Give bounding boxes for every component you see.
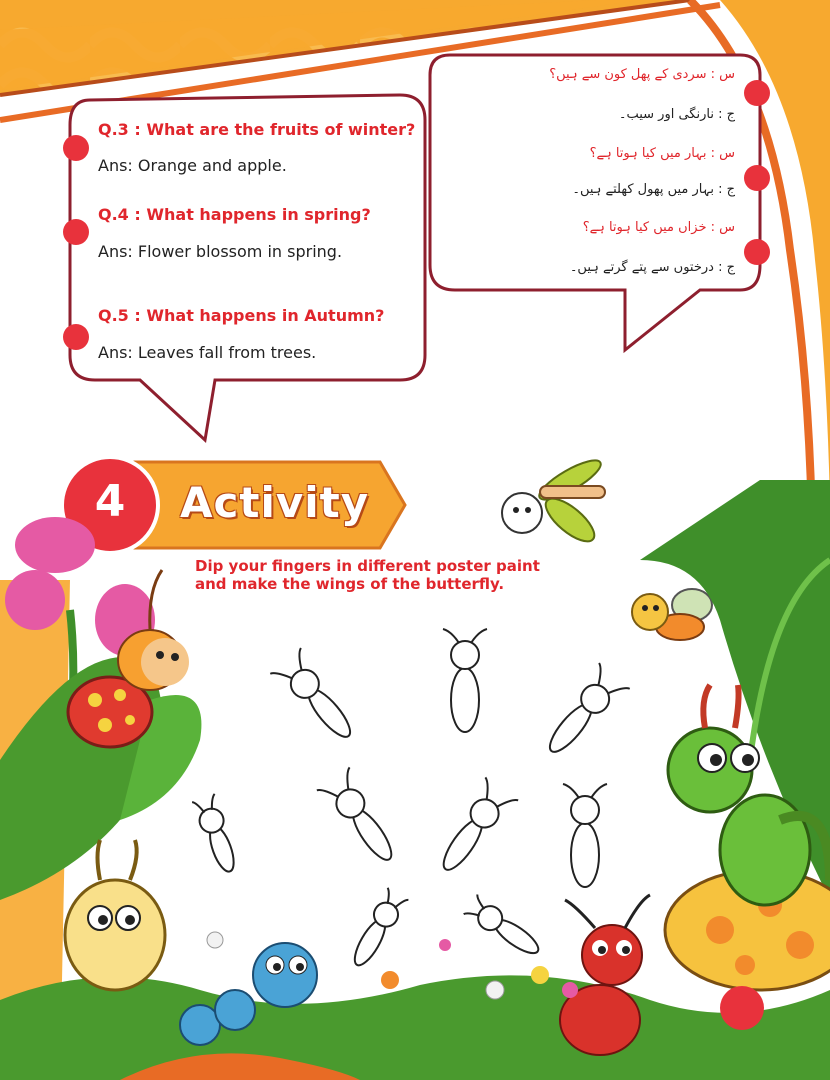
answer-4-urdu: ج : بہار میں پھول کھلتے ہیں۔ [572,182,735,197]
question-4-urdu: س : بہار میں کیا ہوتا ہے؟ [589,146,735,161]
bullet-dot [720,986,764,1030]
activity-instruction: Dip your fingers in different poster paint and make the wings of the butterfly. [195,557,540,593]
bullet-dot [744,239,770,265]
question-3-urdu: س : سردی کے پھل کون سے ہیں؟ [549,67,735,82]
bullet-dot [744,80,770,106]
bullet-dot [63,219,89,245]
bullet-dot [63,135,89,161]
bullet-dot [744,165,770,191]
question-3-english: Q.3 : What are the fruits of winter? [98,120,416,139]
answer-5-english: Ans: Leaves fall from trees. [98,343,317,362]
question-5-english: Q.5 : What happens in Autumn? [98,306,385,325]
question-5-urdu: س : خزاں میں کیا ہوتا ہے؟ [582,220,735,235]
bullet-dot [63,324,89,350]
activity-number: 4 [94,476,126,527]
activity-title: Activity [180,478,370,527]
question-4-english: Q.4 : What happens in spring? [98,205,371,224]
answer-3-english: Ans: Orange and apple. [98,156,287,175]
answer-5-urdu: ج : درختوں سے پتے گرتے ہیں۔ [569,260,735,275]
answer-4-english: Ans: Flower blossom in spring. [98,242,343,261]
answer-3-urdu: ج : نارنگی اور سیب۔ [618,107,735,122]
